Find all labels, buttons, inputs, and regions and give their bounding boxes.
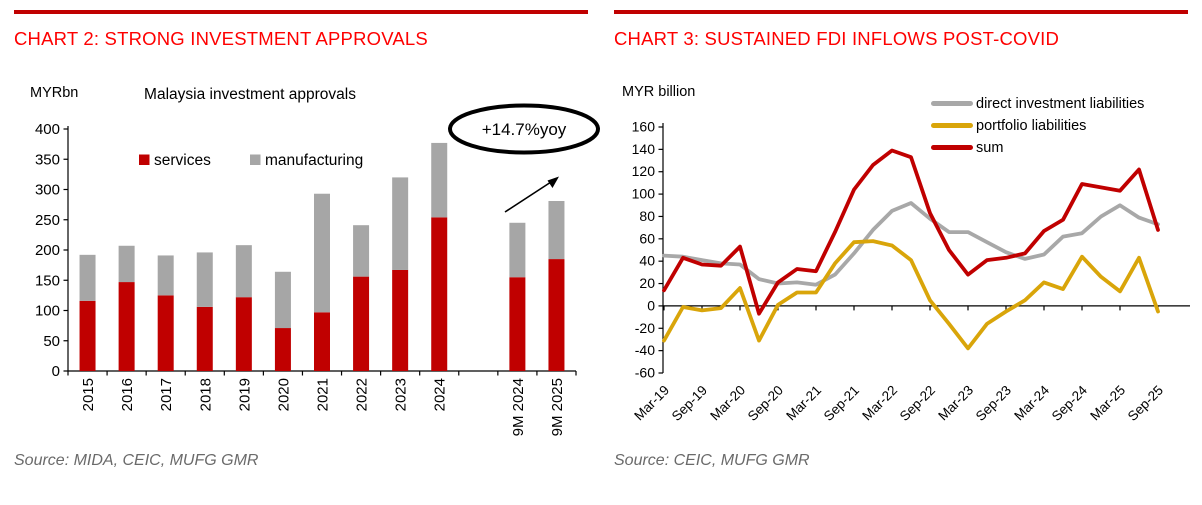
bar-services-9M 2025 [548,259,564,371]
bar-manufacturing-2024 [431,143,447,217]
chart2-title: Malaysia investment approvals [144,86,356,103]
svg-text:Mar-23: Mar-23 [935,382,977,424]
sum-legend-label: sum [976,139,1004,156]
yoy-arrowhead [548,177,560,189]
yoy-arrow [505,182,551,212]
bar-manufacturing-2017 [158,255,174,295]
bar-services-2023 [392,270,408,371]
svg-text:200: 200 [34,242,60,259]
bar-manufacturing-2023 [392,177,408,270]
svg-text:2024: 2024 [431,378,449,412]
services-swatch [139,155,150,166]
svg-text:9M 2024: 9M 2024 [509,378,527,437]
chart3-series-lines [664,151,1158,349]
chart3-heading: CHART 3: SUSTAINED FDI INFLOWS POST-COVID [614,28,1060,49]
svg-text:-40: -40 [634,342,655,359]
svg-text:0: 0 [647,297,655,314]
svg-text:+14.7%yoy: +14.7%yoy [481,120,567,139]
chart2-legend [139,152,363,169]
svg-text:2021: 2021 [314,378,332,412]
svg-text:350: 350 [34,151,60,169]
bar-services-2022 [353,277,369,371]
chart2-units-label: MYRbn [30,85,79,101]
legend-row-sum [931,139,1144,156]
svg-text:-20: -20 [634,319,655,336]
bar-services-2019 [236,297,252,371]
bar-services-2015 [80,301,96,371]
svg-text:160: 160 [631,118,655,135]
svg-text:2019: 2019 [236,378,254,412]
svg-text:2015: 2015 [80,378,98,412]
direct-line-swatch [931,101,973,106]
svg-text:2018: 2018 [197,378,215,412]
svg-text:100: 100 [631,185,655,202]
chart3-units-label: MYR billion [622,84,696,100]
svg-text:60: 60 [639,230,655,247]
bar-manufacturing-2016 [119,246,135,282]
chart3-x-axis-labels [631,306,1166,424]
svg-text:250: 250 [34,211,60,229]
legend-row-direct [931,95,1144,112]
svg-text:9M 2025: 9M 2025 [548,378,566,437]
chart2-source: Source: MIDA, CEIC, MUFG GMR [14,452,259,469]
svg-text:Sep-24: Sep-24 [1048,382,1091,424]
chart3-y-axis-labels [632,119,656,381]
bar-services-2018 [197,307,213,371]
bar-manufacturing-2018 [197,252,213,306]
bar-manufacturing-2022 [353,225,369,276]
bar-services-2020 [275,328,291,371]
svg-text:Mar-21: Mar-21 [783,382,825,424]
bar-services-2017 [158,295,174,371]
yoy-annotation [450,106,598,213]
portfolio-line-swatch [931,123,973,128]
svg-text:2022: 2022 [353,378,371,412]
svg-text:Mar-19: Mar-19 [631,382,673,424]
svg-text:400: 400 [34,121,60,138]
svg-text:Sep-23: Sep-23 [972,382,1015,424]
svg-text:Mar-24: Mar-24 [1011,382,1053,424]
sum-line-swatch [931,145,973,150]
chart3-plot [601,0,1202,505]
svg-text:2020: 2020 [275,378,293,412]
bar-manufacturing-2015 [80,255,96,301]
svg-text:80: 80 [639,207,655,224]
svg-text:Sep-21: Sep-21 [820,382,863,424]
svg-text:2023: 2023 [392,378,410,412]
svg-text:Sep-25: Sep-25 [1124,382,1167,424]
svg-text:40: 40 [639,252,655,269]
svg-text:120: 120 [631,163,655,180]
chart3-source: Source: CEIC, MUFG GMR [614,452,810,469]
chart2-bars [80,143,565,371]
bar-manufacturing-2021 [314,194,330,313]
line-direct-investment-liabilities [664,203,1158,285]
svg-text:manufacturing: manufacturing [265,152,364,169]
svg-text:Sep-20: Sep-20 [744,382,787,424]
svg-text:Sep-22: Sep-22 [896,382,939,424]
svg-text:140: 140 [631,140,655,157]
svg-text:Mar-22: Mar-22 [859,382,901,424]
manufacturing-swatch [250,155,261,166]
legend-row-portfolio [931,117,1144,134]
bar-services-9M 2024 [509,277,525,371]
svg-text:Mar-20: Mar-20 [707,382,749,424]
bar-manufacturing-2019 [236,245,252,297]
svg-text:Mar-25: Mar-25 [1087,382,1129,424]
direct-legend-label: direct investment liabilities [976,95,1145,112]
chart2-y-axis-labels [35,121,60,380]
svg-text:2016: 2016 [119,378,137,412]
bar-services-2016 [119,282,135,371]
svg-text:20: 20 [639,275,655,292]
svg-text:50: 50 [43,332,60,350]
svg-text:0: 0 [51,363,60,380]
portfolio-legend-label: portfolio liabilities [976,117,1087,134]
chart2-heading: CHART 2: STRONG INVESTMENT APPROVALS [14,28,428,49]
svg-text:150: 150 [34,272,60,290]
svg-text:services: services [154,152,211,169]
bar-manufacturing-9M 2024 [509,223,525,277]
svg-text:300: 300 [34,181,60,199]
line-portfolio-liabilities [664,241,1158,348]
chart2-x-axis-labels [80,378,566,436]
svg-text:2017: 2017 [158,378,176,412]
svg-text:100: 100 [34,302,60,320]
bar-services-2024 [431,217,447,371]
bar-manufacturing-9M 2025 [548,201,564,259]
chart3-legend [931,95,1144,156]
bar-services-2021 [314,312,330,371]
svg-text:-60: -60 [634,364,655,381]
svg-text:Sep-19: Sep-19 [668,382,711,424]
chart3-panel [601,0,1202,505]
bar-manufacturing-2020 [275,272,291,328]
